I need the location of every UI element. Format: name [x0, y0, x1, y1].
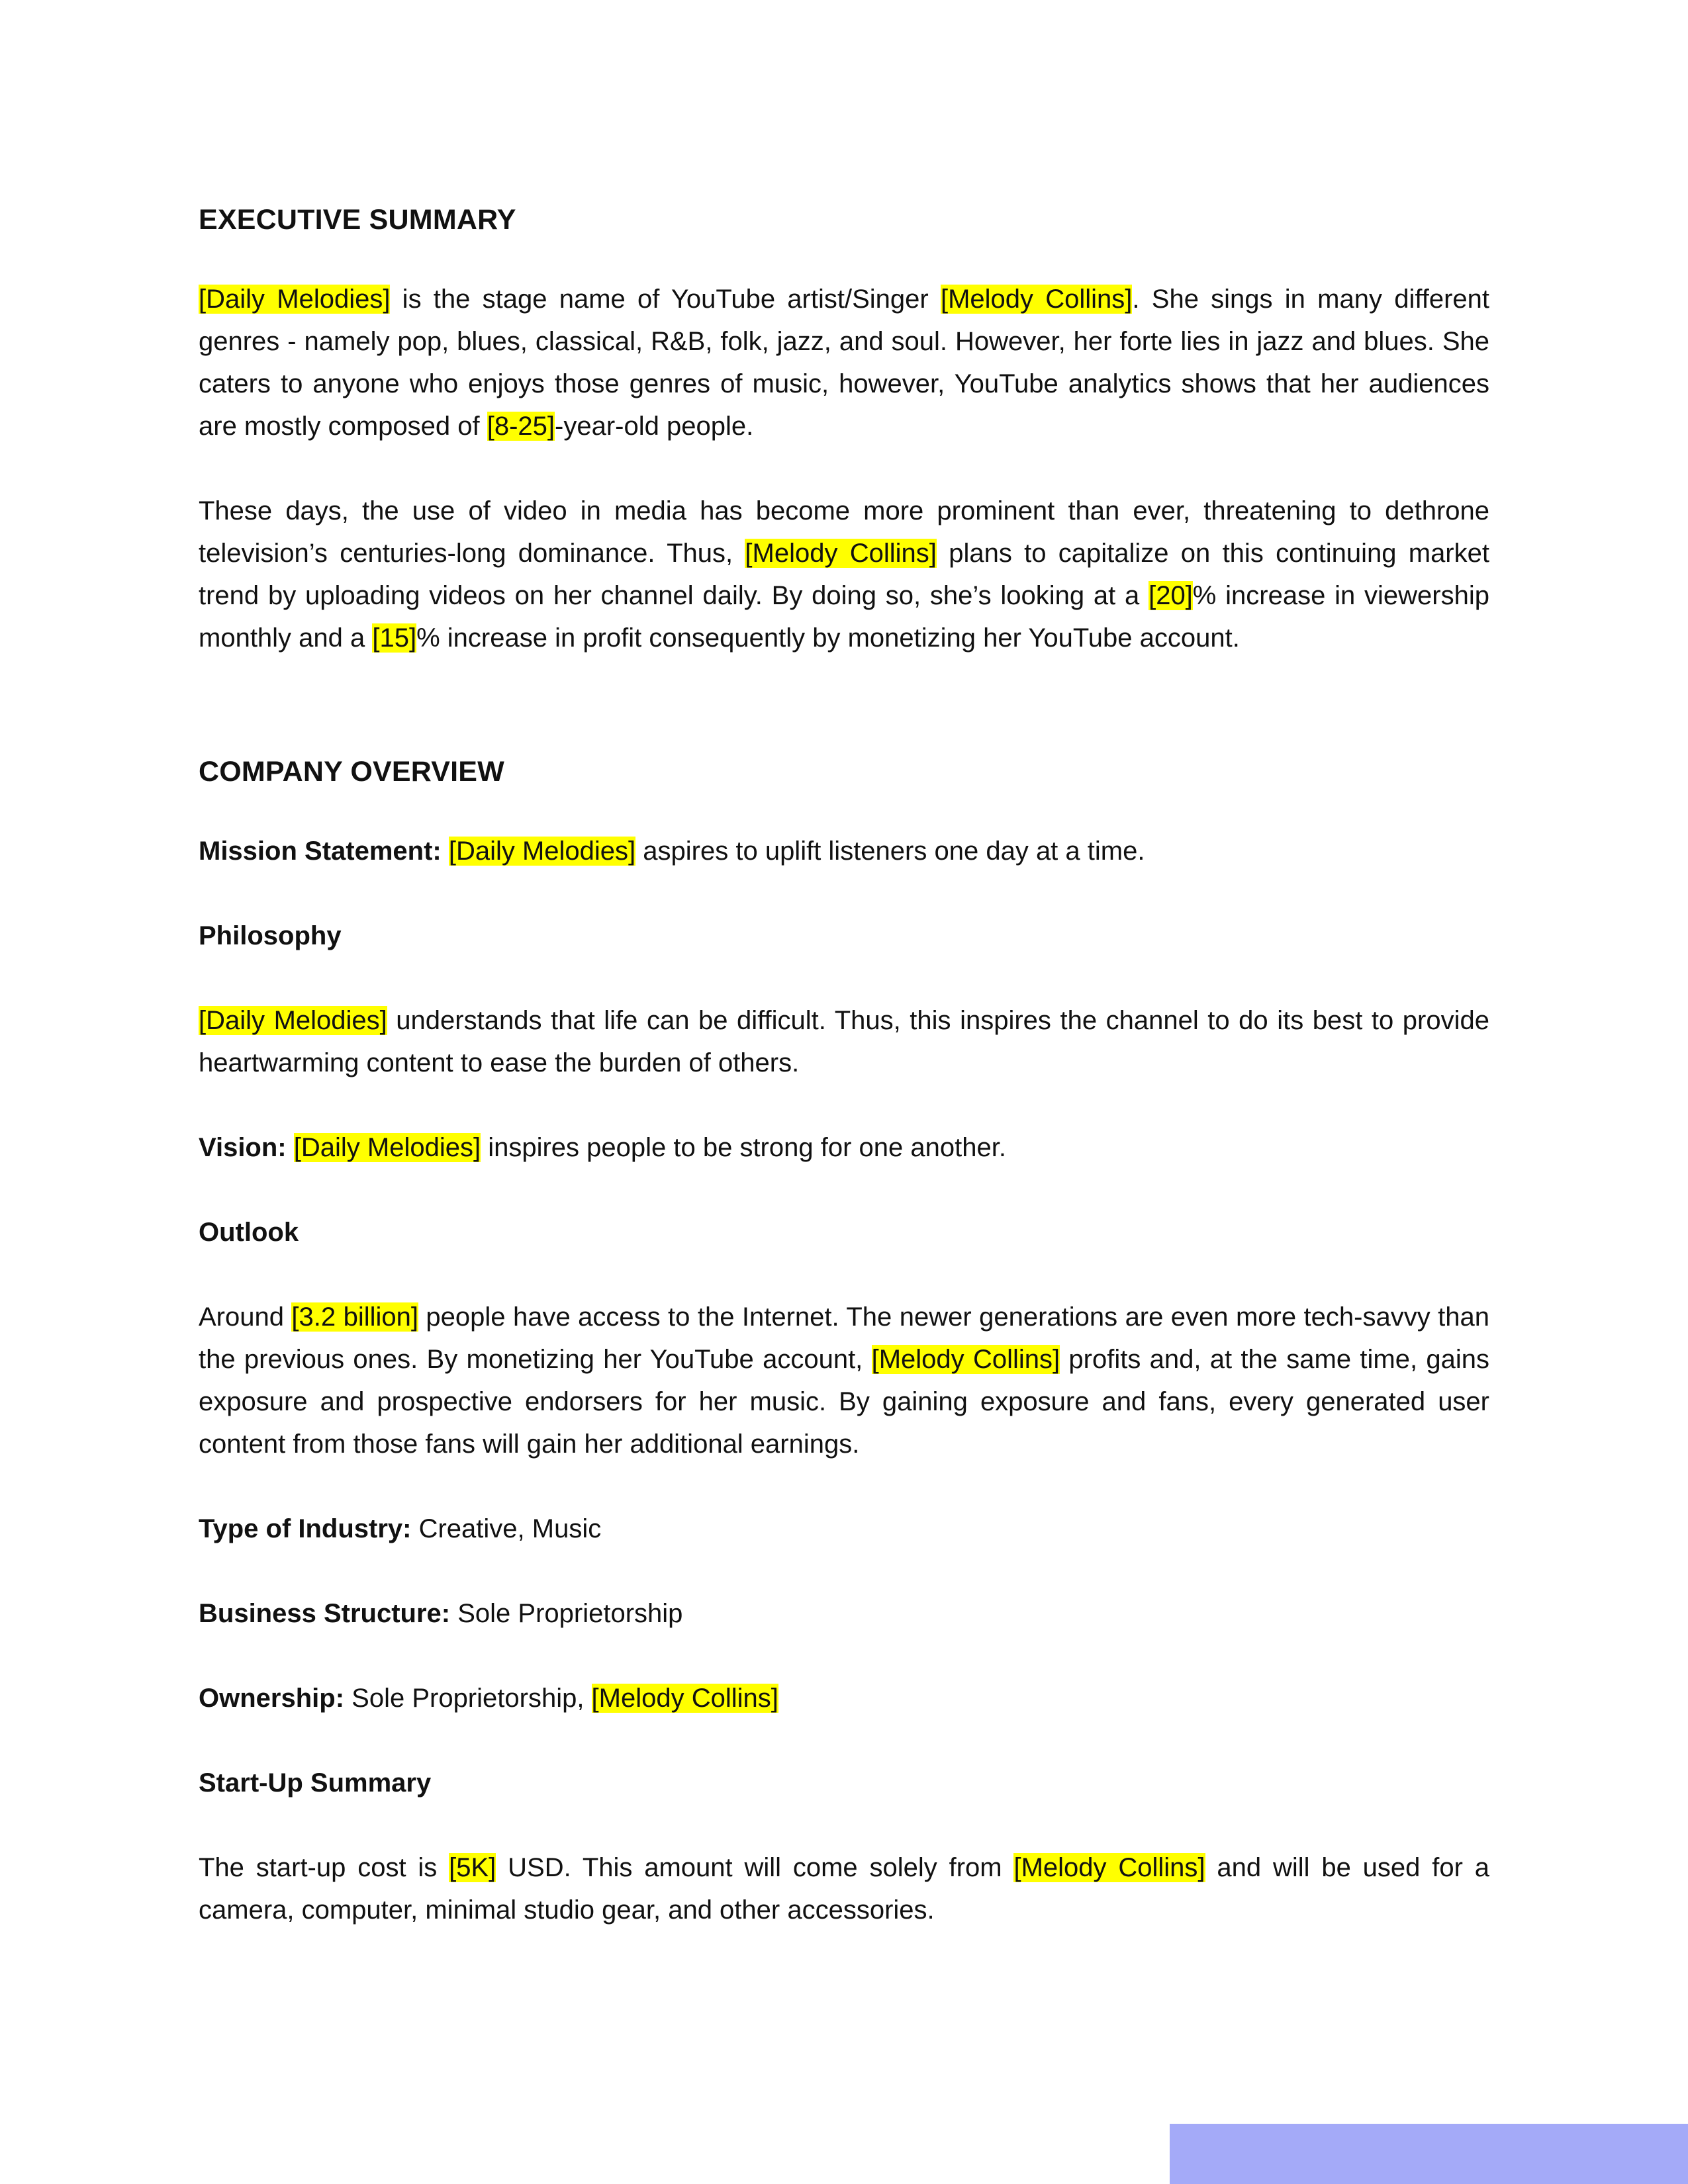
text-span: % increase in profit consequently by monetizing her YouTube account. [416, 623, 1240, 653]
placeholder-highlight: [20] [1149, 581, 1193, 610]
business-structure-line [199, 1592, 1489, 1635]
executive-summary-heading: EXECUTIVE SUMMARY [199, 204, 516, 236]
startup-paragraph [199, 1846, 1489, 1931]
document-page [199, 192, 1489, 1931]
text-span: % increase in viewership monthly and a [199, 581, 1490, 653]
text-span: The start-up cost is [199, 1853, 449, 1882]
text-span: Around [199, 1302, 292, 1332]
philosophy-heading [199, 915, 1489, 957]
placeholder-highlight: [3.2 billion] [291, 1302, 418, 1332]
text-span: and will be used for a camera, computer, minimal studio gear, and other accessories. [199, 1853, 1490, 1925]
ownership-value: Sole Proprietorship, [344, 1684, 592, 1713]
placeholder-highlight: [Melody Collins] [591, 1684, 778, 1713]
placeholder-highlight: [Daily Melodies] [199, 285, 391, 314]
startup-label: Start-Up Summary [199, 1768, 432, 1797]
placeholder-highlight: [Melody Collins] [745, 539, 937, 568]
ownership-label: Ownership: [199, 1684, 345, 1713]
business-structure-value: Sole Proprietorship [450, 1599, 683, 1628]
placeholder-highlight: [Melody Collins] [871, 1345, 1060, 1374]
placeholder-highlight: [Daily Melodies] [448, 837, 636, 866]
placeholder-highlight: [Melody Collins] [1013, 1853, 1205, 1882]
text-span: people have access to the Internet. The newer generations are even more tech-savvy than the previous ones. By monetizing her YouTube account, [199, 1302, 1489, 1374]
outlook-paragraph [199, 1296, 1489, 1465]
text-span: profits and, at the same time, gains exposure and prospective endorsers for her music. By gaining exposure and fans, every generated user content from those fans will gain her additional earnings. [199, 1345, 1490, 1459]
placeholder-highlight: [Daily Melodies] [199, 1006, 387, 1035]
decorative-corner-block [1170, 2124, 1688, 2184]
text-span: is the stage name of YouTube artist/Singer [390, 285, 941, 314]
philosophy-label: Philosophy [199, 921, 342, 950]
industry-value: Creative, Music [411, 1514, 602, 1543]
placeholder-highlight: [Daily Melodies] [293, 1133, 481, 1162]
text-span: aspires to uplift listeners one day at a time. [635, 837, 1145, 866]
placeholder-highlight: [8-25] [487, 412, 555, 441]
outlook-label: Outlook [199, 1218, 299, 1247]
text-span: These days, the use of video in media has become more prominent than ever, threatening to dethrone television’s centuries-long dominance. Thus, [199, 496, 1489, 568]
mission-label: Mission Statement: [199, 837, 442, 866]
text-span: plans to capitalize on this continuing market trend by uploading videos on her channel daily. By doing so, she’s looking at a [199, 539, 1489, 610]
company-overview-heading: COMPANY OVERVIEW [199, 756, 504, 788]
text-span: inspires people to be strong for one another. [481, 1133, 1006, 1162]
executive-summary-paragraph-2 [199, 490, 1489, 659]
startup-heading [199, 1762, 1489, 1804]
business-structure-label: Business Structure: [199, 1599, 451, 1628]
text-span: -year-old people. [555, 412, 754, 441]
industry-line [199, 1508, 1489, 1550]
outlook-heading [199, 1211, 1489, 1253]
placeholder-highlight: [15] [372, 623, 417, 653]
placeholder-highlight: [5K] [449, 1853, 496, 1882]
text-span: . She sings in many different genres - namely pop, blues, classical, R&B, folk, jazz, and soul. However, her forte lies in jazz and blues. She caters to anyone who enjoys those genres of music, however, YouTube analytics shows that her audiences are mostly composed of [199, 285, 1490, 441]
ownership-line [199, 1677, 1489, 1719]
vision-label: Vision: [199, 1133, 287, 1162]
philosophy-paragraph [199, 999, 1489, 1084]
industry-label: Type of Industry: [199, 1514, 412, 1543]
text-span: understands that life can be difficult. Thus, this inspires the channel to do its best to provide heartwarming content to ease the burden of others. [199, 1006, 1489, 1077]
mission-statement [199, 830, 1489, 872]
placeholder-highlight: [Melody Collins] [940, 285, 1133, 314]
vision-statement [199, 1126, 1489, 1169]
text-span: USD. This amount will come solely from [496, 1853, 1014, 1882]
executive-summary-paragraph-1 [199, 278, 1489, 447]
